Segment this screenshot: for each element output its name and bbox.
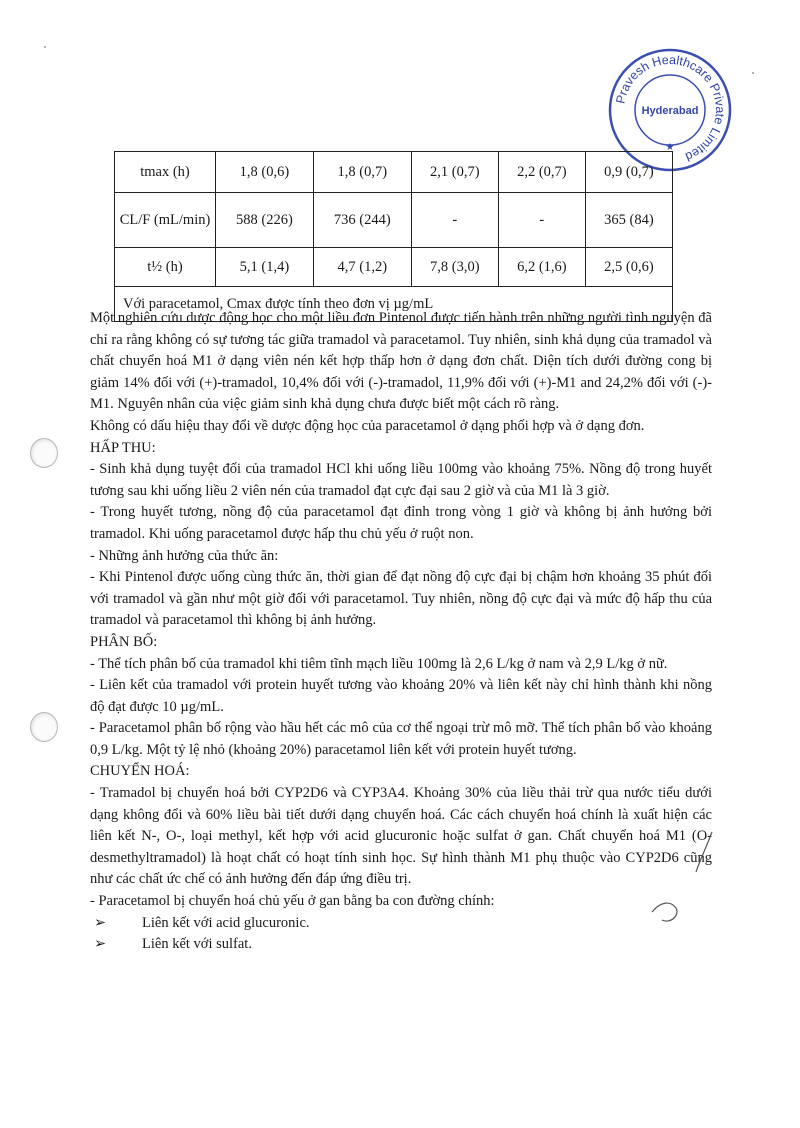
arrow-bullet-icon: ➢ <box>94 936 107 953</box>
table-row <box>115 152 673 193</box>
table-row <box>115 248 673 287</box>
list-item-text: Liên kết với acid glucuronic. <box>142 914 310 931</box>
paragraph-distribution-volume: - Thể tích phân bố của tramadol khi tiêm tĩnh mạch liều 100mg là 2,6 L/kg ở nam và 2,9 L/kg ở nữ. <box>90 655 668 672</box>
table-footnote: Với paracetamol, Cmax được tính theo đơn vị µg/mL <box>115 287 673 322</box>
table-cell: 0,9 (0,7) <box>585 152 672 193</box>
pharmacokinetics-table <box>114 151 673 322</box>
table-cell: 2,2 (0,7) <box>498 152 585 193</box>
row-header: tmax (h) <box>115 152 216 193</box>
paragraph-paracetamol-metabolism: - Paracetamol bị chuyển hoá chủ yếu ở gan bằng ba con đường chính: <box>90 893 495 910</box>
paragraph-paracetamol-pk: Không có dấu hiệu thay đổi về dược động học của paracetamol ở dạng phối hợp và ở dạng đơn. <box>90 417 645 434</box>
section-heading-distribution: PHÂN BỐ: <box>90 633 158 650</box>
table-cell: 5,1 (1,4) <box>216 248 314 287</box>
stamp-star-icon: ★ <box>665 142 675 153</box>
document-body <box>90 308 712 956</box>
table-cell: 6,2 (1,6) <box>498 248 585 287</box>
table-cell: 4,7 (1,2) <box>313 248 411 287</box>
paragraph-paracetamol-distribution: - Paracetamol phân bố rộng vào hầu hết các mô của cơ thể ngoại trừ mô mỡ. Thể tích phân bố vào khoảng 0,9 L/kg. Một tỷ lệ nhỏ (khoảng 20%) paracetamol liên kết với protein huyết tương. <box>90 720 712 758</box>
table-cell: 2,5 (0,6) <box>585 248 672 287</box>
stamp-center-text: Hyderabad <box>641 105 699 117</box>
scan-speck <box>752 72 754 74</box>
punch-hole <box>30 438 58 468</box>
list-item <box>90 934 712 956</box>
table-row <box>115 193 673 248</box>
table-cell: 365 (84) <box>585 193 672 248</box>
paragraph-food-effect-heading: - Những ảnh hưởng của thức ăn: <box>90 547 279 564</box>
section-heading-metabolism: CHUYỂN HOÁ: <box>90 763 190 780</box>
row-header: CL/F (mL/min) <box>115 193 216 248</box>
row-header: t½ (h) <box>115 248 216 287</box>
table-cell: 7,8 (3,0) <box>411 248 498 287</box>
table-cell: - <box>411 193 498 248</box>
table-cell: 588 (226) <box>216 193 314 248</box>
list-item-text: Liên kết với sulfat. <box>142 936 252 953</box>
table-cell: - <box>498 193 585 248</box>
paragraph-food-effect: - Khi Pintenol được uống cùng thức ăn, thời gian để đạt nồng độ cực đại bị chậm hơn khoảng 35 phút đối với tramadol và gần như một giờ đối với paracetamol. Tuy nhiên, nồng độ cực đại và mức độ hấp thu của tramadol và paracetamol thì không bị ảnh hưởng. <box>90 569 712 629</box>
paragraph-tramadol-metabolism: - Tramadol bị chuyển hoá bởi CYP2D6 và CYP3A4. Khoảng 30% của liều thải trừ qua nước tiểu dưới dạng không đổi và 60% liều bài tiết dưới dạng chuyển hoá. Các cách chuyển hoá chính là xuất hiện các liên kết N-, O-, loại methyl, kết hợp với acid glucuronic hoặc sulfat ở gan. Chất chuyển hoá M1 (O-desmethyltramadol) là hoạt chất có hoạt tính sinh học. Sự hình thành M1 phụ thuộc vào CYP2D6 cũng như các chất ức chế có ảnh hưởng đến đáp ứng điều trị. <box>90 785 712 888</box>
section-heading-absorption: HẤP THU: <box>90 439 156 456</box>
arrow-bullet-icon: ➢ <box>94 914 107 931</box>
pen-annotation <box>640 828 720 938</box>
table-cell: 1,8 (0,7) <box>313 152 411 193</box>
paragraph-protein-binding: - Liên kết của tramadol với protein huyết tương vào khoảng 20% và liên kết này chỉ hình thành khi nồng độ đạt được 10 µg/mL. <box>90 677 712 715</box>
table-cell: 2,1 (0,7) <box>411 152 498 193</box>
table-cell: 1,8 (0,6) <box>216 152 314 193</box>
paragraph-absorption-paracetamol: - Trong huyết tương, nồng độ của paracetamol đạt đỉnh trong vòng 1 giờ và không bị ảnh hưởng bởi tramadol. Khi uống paracetamol được hấp thu chủ yếu ở ruột non. <box>90 504 712 542</box>
paragraph-pk-study: Một nghiên cứu dược động học cho một liều đơn Pintenol được tiến hành trên những người tình nguyện đã chỉ ra rằng không có sự tương tác giữa tramadol và paracetamol. Tuy nhiên, sinh khả dụng của tramadol và chất chuyển hoá M1 ở dạng viên nén kết hợp thấp hơn ở dạng đơn chất. Diện tích dưới đường cong bị giảm 14% đối với (+)-tramadol, 10,4% đối với (-)-tramadol, 11,9% đối với (+)-M1 and 24,2% đối với (-)-M1. Nguyên nhân của việc giảm sinh khả dụng chưa được biết một cách rõ ràng. <box>90 310 712 413</box>
punch-hole <box>30 712 58 742</box>
list-item <box>90 913 712 935</box>
paragraph-absorption-tramadol: - Sinh khả dụng tuyệt đối của tramadol HCl khi uống liều 100mg vào khoảng 75%. Nồng độ trong huyết tương sau khi uống liều 2 viên nén của tramadol đạt cực đại sau 2 giờ và của M1 là 3 giờ. <box>90 461 712 499</box>
stamp-ring-text: Pravesh Healthcare Private Limited <box>613 52 728 164</box>
scan-speck <box>44 46 46 48</box>
table-cell: 736 (244) <box>313 193 411 248</box>
